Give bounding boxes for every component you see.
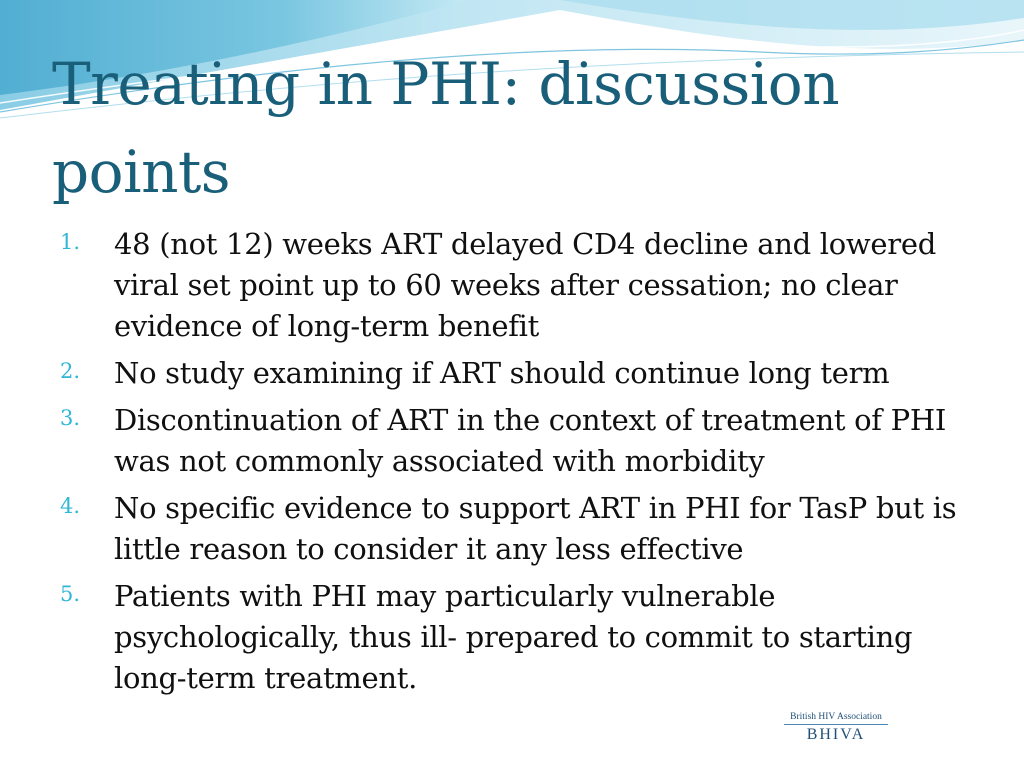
list-item-text: Discontinuation of ART in the context of treatment of PHI was not commonly associated with morbidity xyxy=(114,403,947,478)
logo-organisation-name: British HIV Association xyxy=(784,712,888,725)
list-item-number: 5. xyxy=(60,582,81,606)
list-item xyxy=(60,488,980,570)
list-item xyxy=(60,576,980,699)
list-item-text: No specific evidence to support ART in PHI for TasP but is little reason to consider it any less effective xyxy=(114,491,957,566)
discussion-points-list xyxy=(60,224,980,705)
list-item-number: 2. xyxy=(60,359,81,383)
list-item-number: 3. xyxy=(60,406,81,430)
list-item-text: 48 (not 12) weeks ART delayed CD4 decline and lowered viral set point up to 60 weeks after cessation; no clear evidence of long-term benefit xyxy=(114,227,936,343)
list-item xyxy=(60,224,980,347)
list-item xyxy=(60,400,980,482)
list-item-number: 4. xyxy=(60,494,81,518)
bhiva-logo xyxy=(784,712,888,754)
list-item-text: Patients with PHI may particularly vulnerable psychologically, thus ill- prepared to commit to starting long-term treatment. xyxy=(114,579,913,695)
list-item-text: No study examining if ART should continue long term xyxy=(114,356,890,390)
list-item-number: 1. xyxy=(60,230,81,254)
slide-title: Treating in PHI: discussion points xyxy=(52,50,840,206)
list-item xyxy=(60,353,980,394)
logo-acronym: BHIVA xyxy=(806,726,866,743)
